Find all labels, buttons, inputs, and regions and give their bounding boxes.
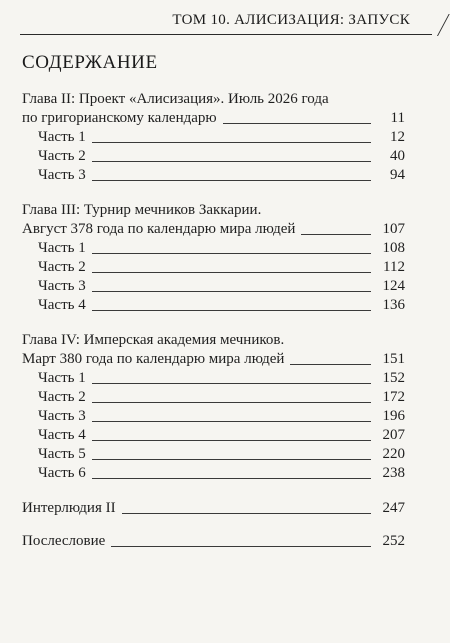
leader-line — [92, 161, 371, 162]
part-label: Часть 2 — [38, 259, 86, 275]
leader-line — [223, 123, 371, 124]
toc-chapter-entry[interactable] — [22, 220, 405, 239]
interlude-label: Интерлюдия II — [22, 500, 116, 516]
leader-line — [92, 421, 371, 422]
toc-part-entry[interactable] — [22, 388, 405, 407]
chapter-title-line1: Глава IV: Имперская академия мечников. — [22, 332, 285, 348]
chapter-title-line2: Март 380 года по календарю мира людей — [22, 351, 285, 367]
toc-part-entry[interactable] — [22, 258, 405, 277]
page-number: 238 — [382, 465, 405, 481]
chapter-title-line2: по григорианскому календарю — [22, 110, 217, 126]
leader-line — [92, 253, 371, 254]
toc-chapter — [22, 201, 405, 315]
leader-line — [111, 546, 371, 547]
leader-line — [92, 180, 371, 181]
page-number: 11 — [390, 110, 405, 126]
part-label: Часть 2 — [38, 148, 86, 164]
leader-line — [290, 364, 371, 365]
leader-line — [92, 402, 371, 403]
leader-line — [92, 383, 371, 384]
part-label: Часть 3 — [38, 408, 86, 424]
leader-line — [92, 440, 371, 441]
toc-part-entry[interactable] — [22, 369, 405, 388]
part-label: Часть 6 — [38, 465, 86, 481]
toc-part-entry[interactable] — [22, 166, 405, 185]
page-number: 172 — [382, 389, 405, 405]
leader-line — [92, 310, 371, 311]
page-number: 207 — [382, 427, 405, 443]
page-number: 108 — [382, 240, 405, 256]
page-number: 252 — [382, 533, 405, 549]
part-label: Часть 3 — [38, 167, 86, 183]
chapter-title-line1: Глава II: Проект «Алисизация». Июль 2026 года — [22, 91, 329, 107]
toc-chapter-entry[interactable] — [22, 109, 405, 128]
afterword-label: Послесловие — [22, 533, 106, 549]
toc-part-entry[interactable] — [22, 296, 405, 315]
toc-afterword-entry[interactable] — [22, 532, 405, 551]
leader-line — [92, 142, 371, 143]
header-corner-mark — [425, 14, 450, 36]
part-label: Часть 1 — [38, 240, 86, 256]
page-number: 12 — [390, 129, 405, 145]
toc-part-entry[interactable] — [22, 464, 405, 483]
leader-line — [122, 513, 371, 514]
leader-line — [92, 478, 371, 479]
leader-line — [92, 272, 371, 273]
toc-part-entry[interactable] — [22, 128, 405, 147]
page-number: 124 — [382, 278, 405, 294]
toc-chapter-entry[interactable] — [22, 350, 405, 369]
page-number: 220 — [382, 446, 405, 462]
part-label: Часть 1 — [38, 370, 86, 386]
toc-part-entry[interactable] — [22, 239, 405, 258]
page-number: 136 — [382, 297, 405, 313]
page-number: 152 — [382, 370, 405, 386]
running-header — [0, 0, 450, 42]
toc-chapter — [22, 90, 405, 185]
toc-heading: СОДЕРЖАНИЕ — [22, 52, 158, 73]
table-of-contents — [22, 90, 405, 551]
leader-line — [92, 291, 371, 292]
toc-part-entry[interactable] — [22, 147, 405, 166]
part-label: Часть 3 — [38, 278, 86, 294]
leader-line — [92, 459, 371, 460]
toc-part-entry[interactable] — [22, 426, 405, 445]
toc-part-entry[interactable] — [22, 407, 405, 426]
page-number: 40 — [390, 148, 405, 164]
toc-chapter — [22, 331, 405, 483]
part-label: Часть 4 — [38, 297, 86, 313]
toc-interlude-entry[interactable] — [22, 499, 405, 518]
page-number: 107 — [382, 221, 405, 237]
spacer — [22, 518, 405, 532]
running-header-title: ТОМ 10. АЛИСИЗАЦИЯ: ЗАПУСК — [172, 12, 410, 28]
page-number: 112 — [383, 259, 405, 275]
toc-part-entry[interactable] — [22, 277, 405, 296]
page-number: 94 — [390, 167, 405, 183]
part-label: Часть 1 — [38, 129, 86, 145]
part-label: Часть 5 — [38, 446, 86, 462]
page-number: 196 — [382, 408, 405, 424]
page-number: 151 — [382, 351, 405, 367]
chapter-title-line2: Август 378 года по календарю мира людей — [22, 221, 296, 237]
toc-part-entry[interactable] — [22, 445, 405, 464]
leader-line — [301, 234, 371, 235]
header-rule — [20, 34, 432, 35]
part-label: Часть 4 — [38, 427, 86, 443]
page-number: 247 — [382, 500, 405, 516]
part-label: Часть 2 — [38, 389, 86, 405]
chapter-title-line1: Глава III: Турнир мечников Заккарии. — [22, 202, 262, 218]
